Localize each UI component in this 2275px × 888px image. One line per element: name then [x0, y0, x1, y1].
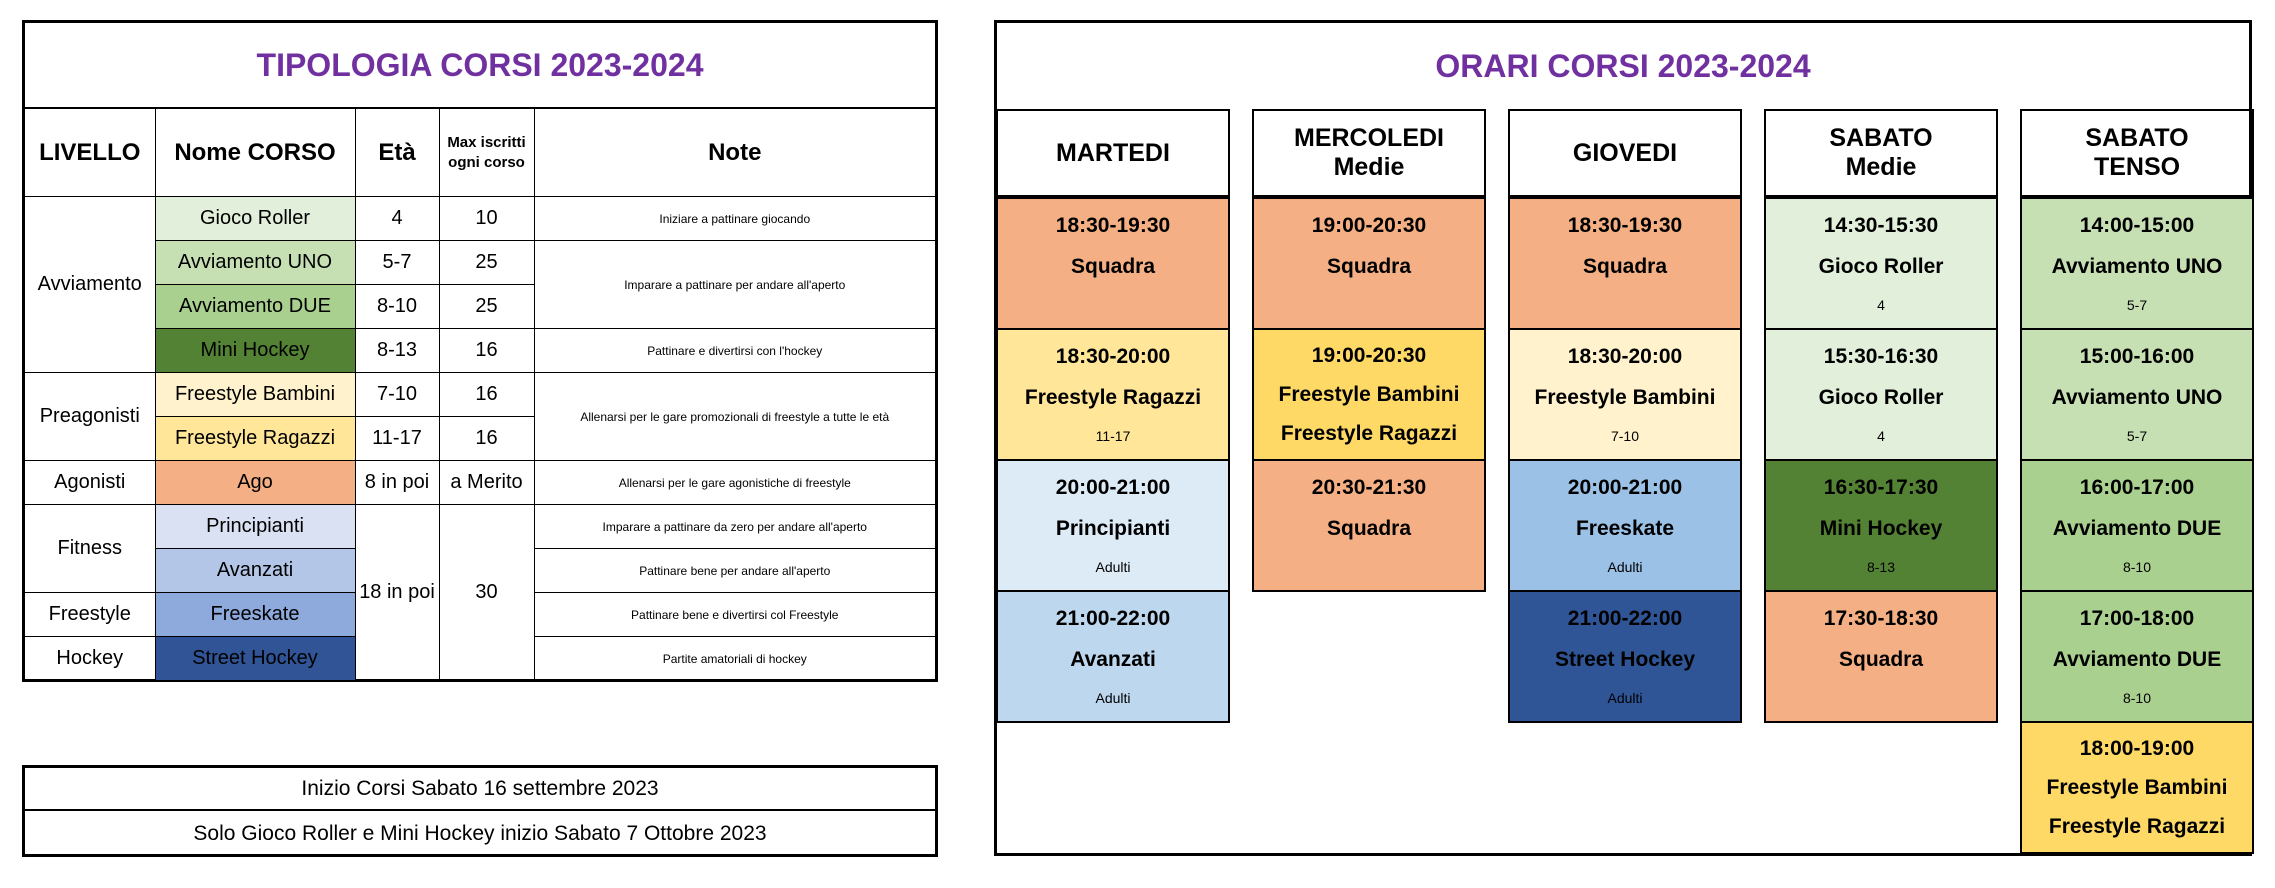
day-header-line: TENSO — [2093, 153, 2181, 181]
day-header — [1254, 111, 1484, 197]
slot-time: 21:00-22:00 — [1567, 606, 1683, 630]
day-column — [1764, 109, 1998, 723]
slot-course-name: Squadra — [1326, 517, 1412, 541]
course-age: 8 in poi — [355, 461, 439, 505]
slot-time: 21:00-22:00 — [1055, 606, 1171, 630]
day-column — [2020, 109, 2254, 854]
schedule-slot — [1254, 459, 1484, 590]
slot-time: 20:00-21:00 — [1055, 475, 1171, 499]
course-max: 25 — [439, 241, 534, 285]
schedule-slot — [1766, 197, 1996, 328]
slot-age-group: 5-7 — [2126, 297, 2148, 314]
slot-age-group: 7-10 — [1610, 428, 1640, 445]
slot-age-group: Adulti — [1607, 559, 1643, 576]
slot-time: 19:00-20:30 — [1311, 213, 1427, 237]
slot-age-group: Adulti — [1095, 690, 1131, 707]
schedule-slot — [998, 459, 1228, 590]
header-note: Note — [534, 109, 935, 197]
slot-time: 14:30-15:30 — [1823, 213, 1939, 237]
livello-hockey: Hockey — [25, 637, 155, 681]
header-max-iscritti: Max iscritti ogni corso — [439, 109, 534, 197]
course-name: Freestyle Ragazzi — [155, 417, 355, 461]
day-header — [2022, 111, 2252, 197]
course-name: Freeskate — [155, 593, 355, 637]
day-header-line: MARTEDI — [1056, 138, 1170, 167]
header-livello: LIVELLO — [25, 109, 155, 197]
course-age: 7-10 — [355, 373, 439, 417]
course-max: 25 — [439, 285, 534, 329]
table-row — [25, 373, 935, 417]
course-name: Principianti — [155, 505, 355, 549]
header-eta: Età — [355, 109, 439, 197]
course-note: Imparare a pattinare per andare all'aperto — [534, 241, 935, 329]
table-header-row — [25, 109, 935, 197]
slot-age-group: 5-7 — [2126, 428, 2148, 445]
livello-freestyle: Freestyle — [25, 593, 155, 637]
livello-avviamento: Avviamento — [25, 197, 155, 373]
course-note: Pattinare bene e divertirsi col Freestyle — [534, 593, 935, 637]
slot-time: 18:30-19:30 — [1567, 213, 1683, 237]
day-header — [998, 111, 1228, 197]
schedule-title: ORARI CORSI 2023-2024 — [1435, 47, 1811, 84]
slot-course-name: Avviamento DUE — [2052, 648, 2222, 672]
table-row — [25, 461, 935, 505]
slot-course-name: Squadra — [1582, 255, 1668, 279]
course-max: 16 — [439, 373, 534, 417]
schedule-slot — [1510, 590, 1740, 721]
day-header-line: Medie — [1845, 153, 1917, 181]
course-name: Gioco Roller — [155, 197, 355, 241]
table-row — [25, 197, 935, 241]
slot-age-group: 8-10 — [2122, 690, 2152, 707]
slot-course-name: Freestyle Bambini — [1278, 382, 1460, 406]
course-age: 5-7 — [355, 241, 439, 285]
slot-course-name: Freestyle Bambini — [2046, 775, 2228, 799]
schedule-slot — [1254, 328, 1484, 459]
schedule-slot — [2022, 721, 2252, 852]
day-header-line: GIOVEDI — [1572, 138, 1678, 167]
slot-course-name: Freestyle Bambini — [1534, 386, 1716, 410]
slot-course-name: Avviamento DUE — [2052, 517, 2222, 541]
start-date-note: Solo Gioco Roller e Mini Hockey inizio Sabato 7 Ottobre 2023 — [193, 821, 767, 845]
slot-age-group: Adulti — [1607, 690, 1643, 707]
slot-time: 17:30-18:30 — [1823, 606, 1939, 630]
day-header-line: MERCOLEDI — [1294, 124, 1444, 152]
slot-course-name: Freestyle Ragazzi — [1280, 421, 1458, 445]
course-name: Mini Hockey — [155, 329, 355, 373]
slot-time: 18:30-20:00 — [1055, 344, 1171, 368]
slot-time: 17:00-18:00 — [2079, 606, 2195, 630]
slot-course-name: Street Hockey — [1554, 648, 1696, 672]
day-header — [1510, 111, 1740, 197]
day-column — [1508, 109, 1742, 723]
day-header-line: Medie — [1333, 153, 1405, 181]
course-note: Imparare a pattinare da zero per andare all'aperto — [534, 505, 935, 549]
course-name: Freestyle Bambini — [155, 373, 355, 417]
slot-time: 20:30-21:30 — [1311, 475, 1427, 499]
course-types-table — [25, 109, 935, 681]
livello-preagonisti: Preagonisti — [25, 373, 155, 461]
header-nome-corso: Nome CORSO — [155, 109, 355, 197]
course-note: Pattinare bene per andare all'aperto — [534, 549, 935, 593]
course-max: 10 — [439, 197, 534, 241]
schedule-slot — [1510, 328, 1740, 459]
course-name: Avviamento DUE — [155, 285, 355, 329]
slot-course-name: Avviamento UNO — [2051, 386, 2223, 410]
day-column — [996, 109, 1230, 723]
schedule-slot — [1510, 197, 1740, 328]
slot-course-name: Principianti — [1055, 517, 1171, 541]
slot-course-name: Avviamento UNO — [2051, 255, 2223, 279]
course-note: Iniziare a pattinare giocando — [534, 197, 935, 241]
slot-course-name: Gioco Roller — [1818, 255, 1944, 279]
slot-course-name: Freeskate — [1575, 517, 1675, 541]
course-note: Allenarsi per le gare promozionali di freestyle a tutte le età — [534, 373, 935, 461]
course-max: 16 — [439, 417, 534, 461]
schedule-slot — [2022, 590, 2252, 721]
slot-course-name: Freestyle Ragazzi — [1024, 386, 1202, 410]
schedule-slot — [1510, 459, 1740, 590]
schedule-slot — [1254, 197, 1484, 328]
slot-time: 16:30-17:30 — [1823, 475, 1939, 499]
livello-agonisti: Agonisti — [25, 461, 155, 505]
course-name: Avanzati — [155, 549, 355, 593]
course-note: Partite amatoriali di hockey — [534, 637, 935, 681]
table-row — [25, 329, 935, 373]
slot-age-group: 4 — [1877, 428, 1885, 445]
course-max: 16 — [439, 329, 534, 373]
course-age: 8-10 — [355, 285, 439, 329]
slot-course-name: Squadra — [1326, 255, 1412, 279]
course-name: Ago — [155, 461, 355, 505]
course-age: 11-17 — [355, 417, 439, 461]
slot-course-name: Squadra — [1070, 255, 1156, 279]
slot-time: 18:00-19:00 — [2079, 736, 2195, 760]
day-header-line: SABATO — [1829, 124, 1933, 152]
slot-age-group: 4 — [1877, 297, 1885, 314]
slot-time: 15:30-16:30 — [1823, 344, 1939, 368]
slot-course-name: Avanzati — [1070, 648, 1156, 672]
slot-course-name: Squadra — [1838, 648, 1924, 672]
course-name: Street Hockey — [155, 637, 355, 681]
schedule-slot — [998, 590, 1228, 721]
schedule-slot — [1766, 459, 1996, 590]
slot-time: 19:00-20:30 — [1311, 343, 1427, 367]
slot-time: 14:00-15:00 — [2079, 213, 2195, 237]
slot-course-name: Gioco Roller — [1818, 386, 1944, 410]
schedule-slot — [1766, 328, 1996, 459]
course-age: 8-13 — [355, 329, 439, 373]
slot-age-group: Adulti — [1095, 559, 1131, 576]
course-max: a Merito — [439, 461, 534, 505]
slot-course-name: Mini Hockey — [1819, 517, 1943, 541]
course-types-title: TIPOLOGIA CORSI 2023-2024 — [25, 23, 935, 109]
start-date-line: Inizio Corsi Sabato 16 settembre 2023 — [25, 768, 935, 811]
schedule-slot — [2022, 197, 2252, 328]
table-row — [25, 505, 935, 549]
course-age-shared: 18 in poi — [355, 505, 439, 681]
slot-time: 16:00-17:00 — [2079, 475, 2195, 499]
slot-time: 18:30-20:00 — [1567, 344, 1683, 368]
course-note: Allenarsi per le gare agonistiche di freestyle — [534, 461, 935, 505]
day-header — [1766, 111, 1996, 197]
slot-age-group: 11-17 — [1095, 428, 1131, 445]
schedule-slot — [2022, 328, 2252, 459]
slot-time: 20:00-21:00 — [1567, 475, 1683, 499]
schedule-slot — [1766, 590, 1996, 721]
course-note: Pattinare e divertirsi con l'hockey — [534, 329, 935, 373]
slot-age-group: 8-13 — [1866, 559, 1896, 576]
slot-time: 15:00-16:00 — [2079, 344, 2195, 368]
table-row — [25, 241, 935, 285]
course-age: 4 — [355, 197, 439, 241]
day-header-line: SABATO — [2085, 124, 2189, 152]
slot-age-group: 8-10 — [2122, 559, 2152, 576]
course-max-shared: 30 — [439, 505, 534, 681]
slot-course-name: Freestyle Ragazzi — [2048, 814, 2226, 838]
schedule-slot — [998, 197, 1228, 328]
day-column — [1252, 109, 1486, 592]
livello-fitness: Fitness — [25, 505, 155, 593]
slot-time: 18:30-19:30 — [1055, 213, 1171, 237]
schedule-slot — [2022, 459, 2252, 590]
course-name: Avviamento UNO — [155, 241, 355, 285]
schedule-slot — [998, 328, 1228, 459]
